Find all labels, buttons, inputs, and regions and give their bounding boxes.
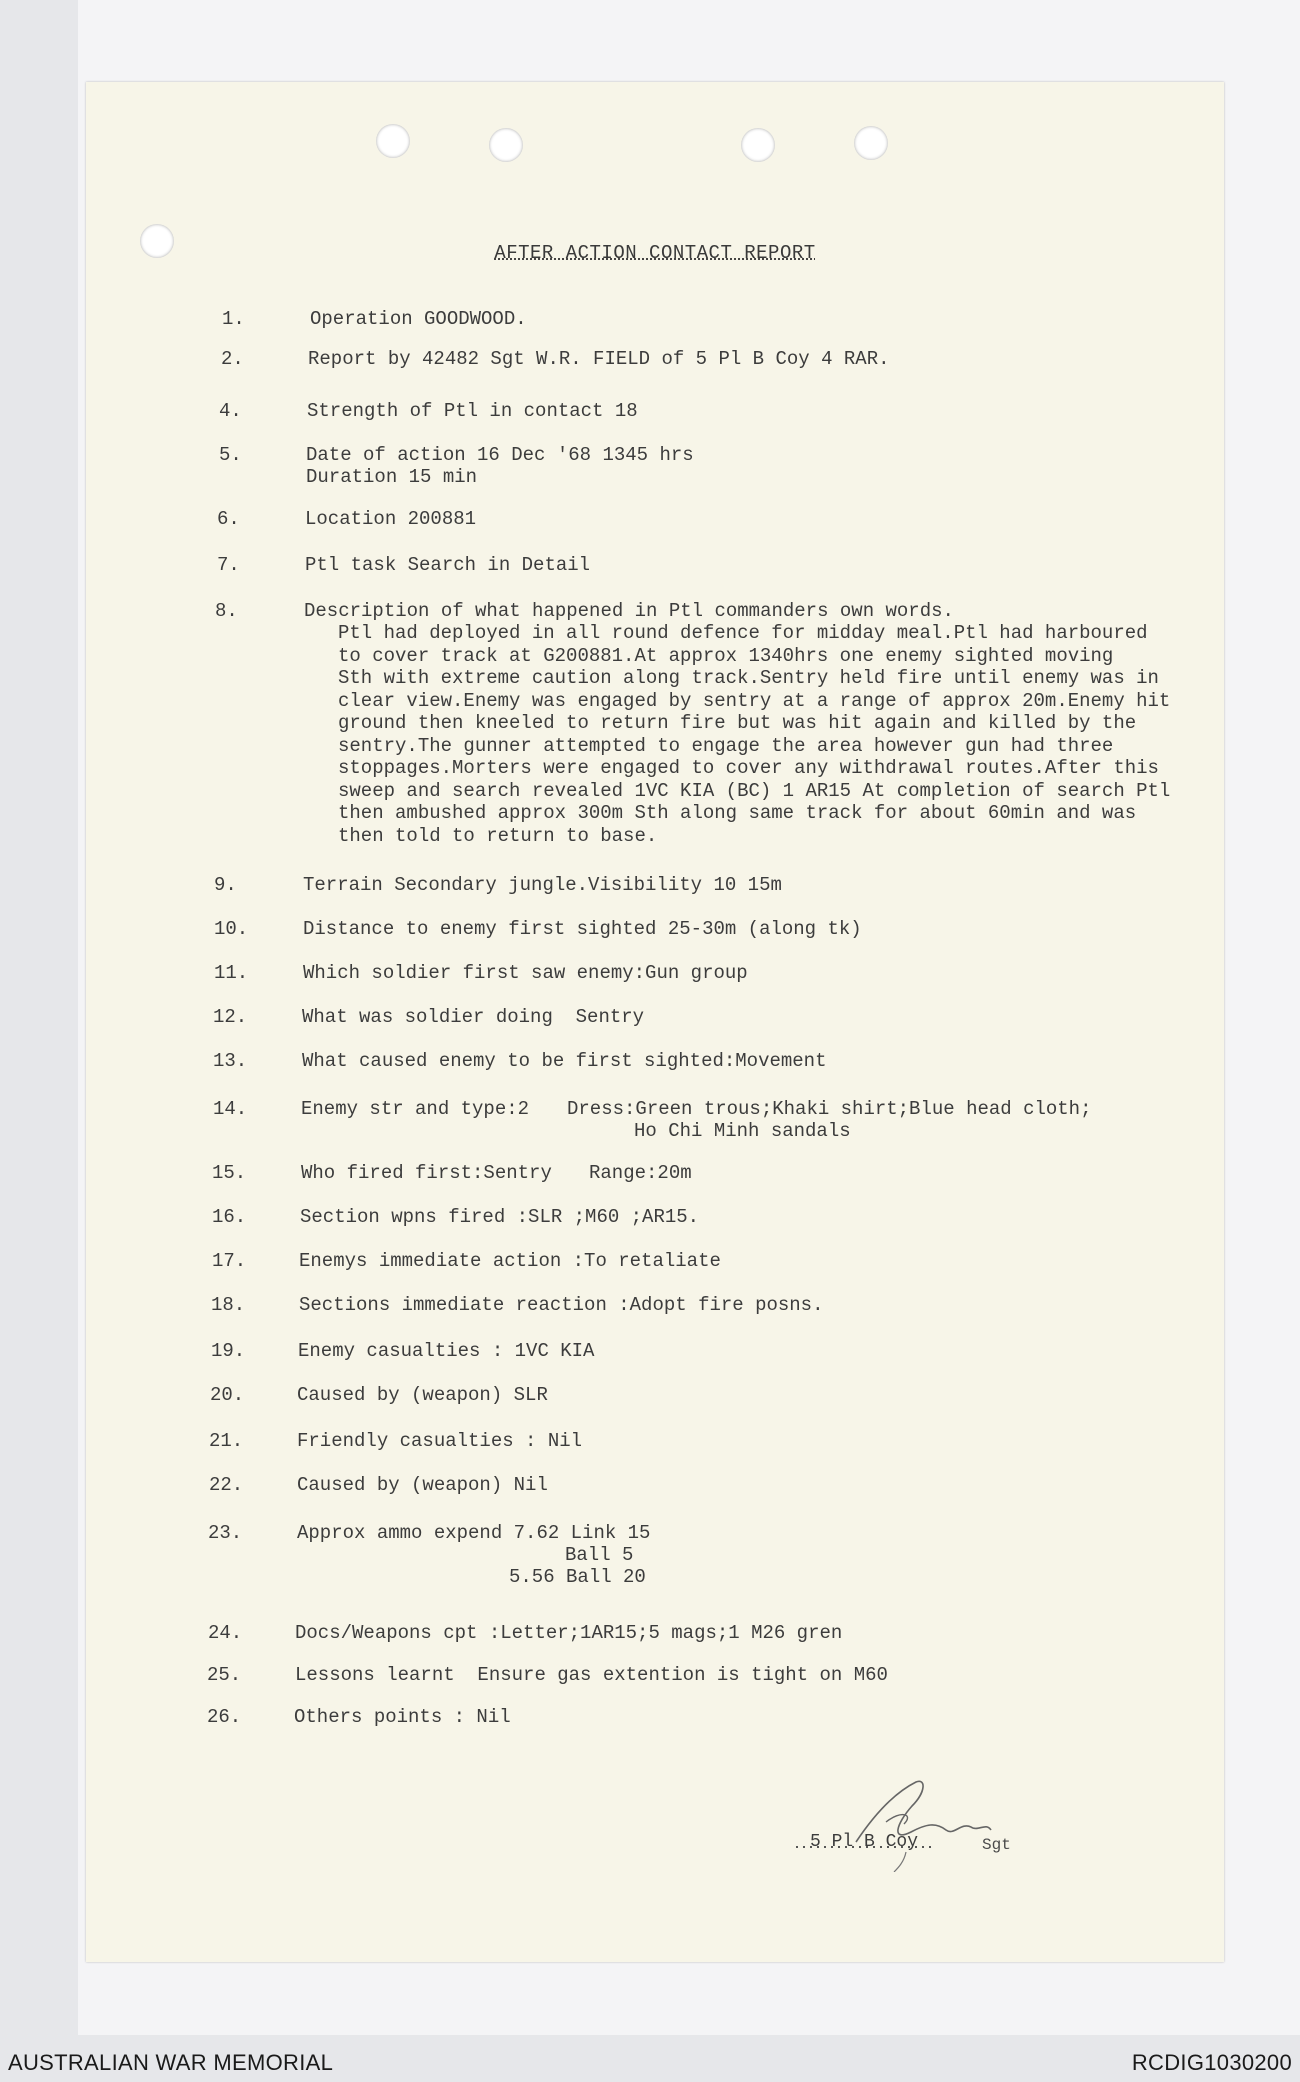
item-text: Description of what happened in Ptl commanders own words. <box>304 600 954 622</box>
item-text: What was soldier doing Sentry <box>302 1006 645 1028</box>
item-text: Enemy casualties : 1VC KIA <box>298 1340 595 1362</box>
item-text: Caused by (weapon) SLR <box>297 1384 548 1406</box>
item-number: 5. <box>219 444 242 466</box>
item-number: 26. <box>207 1706 242 1728</box>
punch-hole <box>854 126 888 160</box>
item-number: 19. <box>211 1340 246 1362</box>
item-number: 18. <box>211 1294 246 1316</box>
item-number: 2. <box>221 348 244 370</box>
punch-hole <box>489 128 523 162</box>
item-number: 16. <box>212 1206 247 1228</box>
description-line: stoppages.Morters were engaged to cover any withdrawal routes.After this <box>338 757 1159 779</box>
signature-unit: 5 Pl B Coy <box>810 1832 919 1852</box>
item-text: Who fired first:Sentry <box>301 1162 552 1184</box>
item-text: Friendly casualties : Nil <box>297 1430 583 1452</box>
item-number: 6. <box>217 508 240 530</box>
item-text: Approx ammo expend 7.62 Link 15 <box>297 1522 651 1544</box>
ammo-ball: Ball 5 <box>565 1544 634 1566</box>
item-number: 13. <box>213 1050 248 1072</box>
item-number: 17. <box>212 1250 247 1272</box>
item-number: 11. <box>214 962 249 984</box>
item-number: 24. <box>208 1622 243 1644</box>
item-number: 21. <box>209 1430 244 1452</box>
report-title <box>86 242 1224 264</box>
firing-range: Range:20m <box>589 1162 692 1184</box>
item-text: Operation GOODWOOD. <box>310 308 527 330</box>
archive-id: RCDIG1030200 <box>1131 2050 1292 2075</box>
description-line: to cover track at G200881.At approx 1340hrs one enemy sighted moving <box>338 644 1114 667</box>
description-line: then told to return to base. <box>338 824 658 847</box>
item-text-line2: Duration 15 min <box>306 466 478 488</box>
ammo-556: 5.56 Ball 20 <box>509 1566 646 1588</box>
item-number: 22. <box>209 1474 244 1496</box>
item-text: Enemys immediate action :To retaliate <box>299 1250 721 1272</box>
item-number: 9. <box>214 874 237 896</box>
item-text: Caused by (weapon) Nil <box>297 1474 548 1496</box>
archive-credit: AUSTRALIAN WAR MEMORIAL <box>8 2050 334 2075</box>
item-number: 12. <box>213 1006 248 1028</box>
item-text: Docs/Weapons cpt :Letter;1AR15;5 mags;1 M26 gren <box>295 1622 843 1644</box>
enemy-dress: Dress:Green trous;Khaki shirt;Blue head cloth; <box>567 1098 1092 1120</box>
description-line: clear view.Enemy was engaged by sentry at a range of approx 20m.Enemy hit <box>338 689 1171 712</box>
item-text: Which soldier first saw enemy:Gun group <box>303 962 748 984</box>
description-line: Ptl had deployed in all round defence for midday meal.Ptl had harboured <box>338 622 1148 644</box>
signature-rank: Sgt <box>982 1836 1011 1854</box>
item-text: Location 200881 <box>305 508 477 530</box>
item-number: 4. <box>219 400 242 422</box>
item-text: Date of action 16 Dec '68 1345 hrs <box>306 444 694 466</box>
document-page <box>86 82 1224 1962</box>
description-line: Sth with extreme caution along track.Sentry held fire until enemy was in <box>338 667 1159 689</box>
description-line: ground then kneeled to return fire but was hit again and killed by the <box>338 712 1137 734</box>
description-line: sentry.The gunner attempted to engage the area however gun had three <box>338 734 1114 757</box>
item-number: 1. <box>222 308 245 330</box>
item-text: What caused enemy to be first sighted:Movement <box>302 1050 827 1072</box>
item-number: 10. <box>214 918 249 940</box>
description-line: sweep and search revealed 1VC KIA (BC) 1 AR15 At completion of search Ptl <box>338 779 1171 802</box>
item-number: 7. <box>217 554 240 576</box>
item-text: Enemy str and type:2 <box>301 1098 530 1120</box>
item-text: Distance to enemy first sighted 25-30m (along tk) <box>303 918 862 940</box>
item-number: 20. <box>210 1384 245 1406</box>
item-number: 23. <box>208 1522 243 1544</box>
item-text: Terrain Secondary jungle.Visibility 10 15m <box>303 874 782 896</box>
item-number: 25. <box>207 1664 242 1686</box>
item-text: Lessons learnt Ensure gas extention is tight on M60 <box>295 1664 888 1686</box>
item-text: Report by 42482 Sgt W.R. FIELD of 5 Pl B Coy 4 RAR. <box>308 348 890 370</box>
item-number: 8. <box>215 600 238 622</box>
punch-hole <box>376 124 410 158</box>
item-text: Sections immediate reaction :Adopt fire posns. <box>299 1294 824 1316</box>
action-description <box>338 622 1170 847</box>
item-text: Others points : Nil <box>294 1706 511 1728</box>
report-title-text: AFTER ACTION CONTACT REPORT <box>494 242 816 264</box>
item-text: Strength of Ptl in contact 18 <box>307 400 638 422</box>
description-line: then ambushed approx 300m Sth along same track for about 60min and was <box>338 802 1137 824</box>
item-number: 14. <box>213 1098 248 1120</box>
item-text: Ptl task Search in Detail <box>305 554 591 576</box>
punch-hole <box>741 128 775 162</box>
handwritten-signature <box>786 1752 1086 1872</box>
item-text: Section wpns fired :SLR ;M60 ;AR15. <box>300 1206 700 1228</box>
enemy-dress-line2: Ho Chi Minh sandals <box>634 1120 851 1142</box>
item-number: 15. <box>212 1162 247 1184</box>
